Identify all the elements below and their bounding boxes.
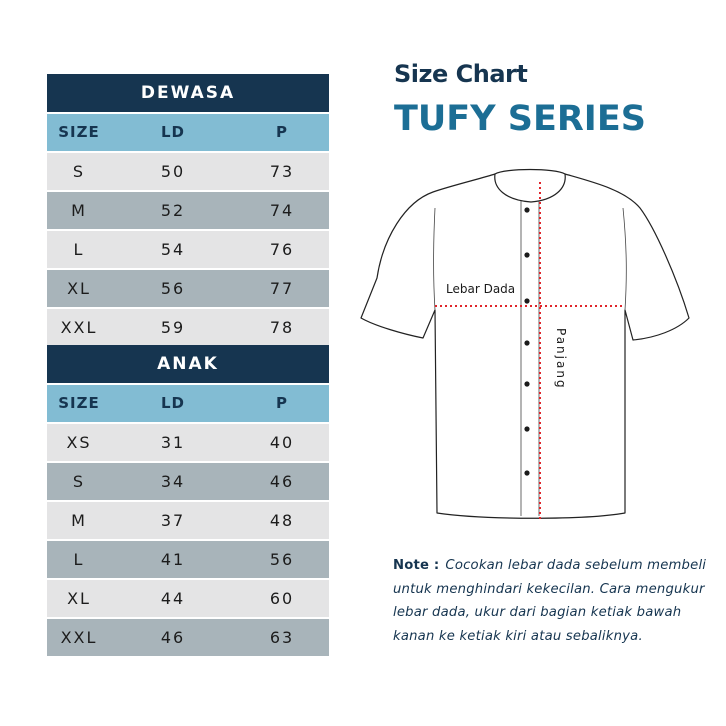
note-label: Note : (393, 558, 440, 573)
p-cell: 76 (269, 240, 295, 259)
size-cell: XXL (60, 628, 98, 647)
series-title: TUFY SERIES (394, 99, 646, 139)
table-row (47, 231, 329, 270)
table-row (47, 270, 329, 309)
p-cell: 40 (269, 433, 295, 452)
table-row (47, 580, 329, 619)
header-p: P (276, 123, 288, 141)
ld-cell: 41 (160, 550, 186, 569)
button (524, 298, 529, 303)
button (524, 207, 529, 212)
ld-cell: 34 (160, 472, 186, 491)
size-cell: S (72, 472, 86, 491)
note-text: Cocokan lebar dada sebelum membeli untuk menghindari kekecilan. Cara mengukur lebar dada, ukur dari bagian ketiak bawah kanan ke ketiak kiri atau sebaliknya. (393, 558, 707, 644)
table-row (47, 309, 329, 348)
p-cell: 73 (269, 162, 295, 181)
p-cell: 77 (269, 279, 295, 298)
table-row (47, 424, 329, 463)
size-cell: XS (66, 433, 92, 452)
size-chart-heading: Size Chart (394, 60, 528, 88)
header-size: SIZE (58, 123, 100, 141)
button (524, 470, 529, 475)
table-row (47, 541, 329, 580)
anak-header-row (47, 385, 329, 424)
dewasa-table (47, 74, 329, 348)
note (393, 554, 713, 648)
size-cell: M (71, 511, 87, 530)
length-label: Panjang (554, 328, 568, 390)
p-cell: 78 (269, 318, 295, 337)
ld-cell: 52 (160, 201, 186, 220)
header-ld: LD (160, 394, 185, 412)
ld-cell: 56 (160, 279, 186, 298)
chest-label: Lebar Dada (446, 282, 516, 296)
p-cell: 60 (269, 589, 295, 608)
ld-cell: 50 (160, 162, 186, 181)
table-row (47, 619, 329, 658)
ld-cell: 46 (160, 628, 186, 647)
p-cell: 74 (269, 201, 295, 220)
shirt-diagram (355, 168, 695, 528)
anak-table-title: ANAK (47, 345, 329, 385)
ld-cell: 37 (160, 511, 186, 530)
table-row (47, 192, 329, 231)
shirt-outline (361, 174, 689, 518)
dewasa-header-row (47, 114, 329, 153)
size-cell: XL (67, 279, 91, 298)
table-row (47, 153, 329, 192)
ld-cell: 44 (160, 589, 186, 608)
size-cell: S (72, 162, 86, 181)
dewasa-table-title: DEWASA (47, 74, 329, 114)
p-cell: 48 (269, 511, 295, 530)
size-cell: M (71, 201, 87, 220)
button (524, 252, 529, 257)
header-size: SIZE (58, 394, 100, 412)
ld-cell: 31 (160, 433, 186, 452)
p-cell: 46 (269, 472, 295, 491)
ld-cell: 54 (160, 240, 186, 259)
header-ld: LD (160, 123, 185, 141)
button (524, 381, 529, 386)
p-cell: 63 (269, 628, 295, 647)
anak-table (47, 345, 329, 658)
size-cell: L (73, 550, 85, 569)
size-cell: L (73, 240, 85, 259)
table-row (47, 502, 329, 541)
button (524, 340, 529, 345)
size-cell: XL (67, 589, 91, 608)
header-p: P (276, 394, 288, 412)
button (524, 426, 529, 431)
p-cell: 56 (269, 550, 295, 569)
table-row (47, 463, 329, 502)
ld-cell: 59 (160, 318, 186, 337)
size-cell: XXL (60, 318, 98, 337)
